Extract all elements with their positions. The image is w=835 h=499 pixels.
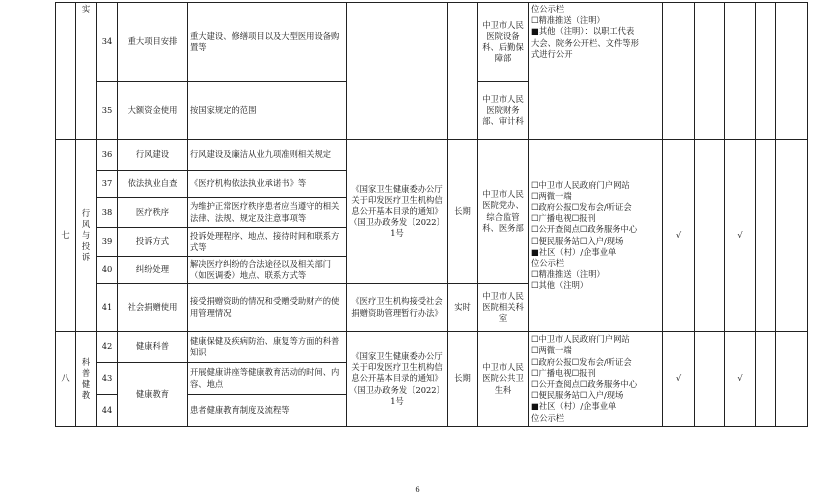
channel-item: ☐便民服务站☐入户/现场 <box>531 235 624 246</box>
check-cell <box>756 332 776 427</box>
channel-list <box>529 332 663 427</box>
check-cell <box>663 3 695 140</box>
check-mark: √ <box>725 140 756 332</box>
row-number: 42 <box>97 332 118 363</box>
row-content: 开展健康讲座等健康教育活动的时间、内容、地点 <box>188 363 347 395</box>
row-number: 44 <box>97 395 118 427</box>
row-content: 健康保健及疾病防治、康复等方面的科普知识 <box>188 332 347 363</box>
row-number: 41 <box>97 284 118 332</box>
page-number: 6 <box>415 485 420 494</box>
row-number: 37 <box>97 171 118 198</box>
row-item: 行风建设 <box>118 140 188 171</box>
check-cell <box>776 332 808 427</box>
channel-item: 位公示栏 <box>531 257 565 268</box>
check-cell <box>695 140 725 332</box>
dept-cell: 中卫市人民医院公共卫生科 <box>478 332 529 427</box>
row-item: 大额资金使用 <box>118 82 188 140</box>
row-item: 医疗秩序 <box>118 198 188 228</box>
basis-cell: 《国家卫生健康委办公厅关于印发医疗卫生机构信息公开基本目录的通知》（国卫办政务发〔2022〕1号 <box>347 332 448 427</box>
channel-item: ☐精准推送（注明） <box>531 269 605 280</box>
row-item: 社会捐赠使用 <box>118 284 188 332</box>
row-content: 为维护正常医疗秩序患者应当遵守的相关法律、法规、规定及注意事项等 <box>188 198 347 228</box>
channel-item: ☐两微一端 <box>531 345 572 356</box>
group-cell-blank <box>56 3 76 140</box>
period-cell: 长期 <box>448 140 478 284</box>
row-item: 依法执业自查 <box>118 171 188 198</box>
group-title-continued: 实 <box>76 3 97 140</box>
row-number: 43 <box>97 363 118 395</box>
row-item: 健康科普 <box>118 332 188 363</box>
row-item: 健康教育 <box>118 363 188 427</box>
row-item: 投诉方式 <box>118 228 188 257</box>
period-cell <box>448 3 478 140</box>
basis-cell <box>347 3 448 140</box>
row-content: 重大建设、修缮项目以及大型医用设备购置等 <box>188 3 347 82</box>
channel-item: ☐政府公报☐发布会/听证会 <box>531 356 632 367</box>
channel-item: ☐中卫市人民政府门户网站 <box>531 179 630 190</box>
channel-item: 大会、院务公开栏、文件等形 <box>531 37 639 48</box>
channel-item: ☐精准推送（注明） <box>531 15 605 26</box>
row-content: 接受捐赠资助的情况和受赠受助财产的使用管理情况 <box>188 284 347 332</box>
group-title: 行 风 与 投 诉 <box>76 140 97 332</box>
channel-item: ☐公开查阅点☐政务服务中心 <box>531 379 638 389</box>
check-mark: √ <box>663 140 695 332</box>
channel-item: ☐广播电视☐报刊 <box>531 367 596 378</box>
channel-item: ■社区（村）/企事业单 <box>531 246 617 257</box>
check-mark: √ <box>663 332 695 427</box>
row-item: 纠纷处理 <box>118 257 188 284</box>
row-content: 解决医疗纠纷的合法途径以及相关部门（如医调委）地点、联系方式等 <box>188 257 347 284</box>
channel-item: ☐政府公报☐发布会/听证会 <box>531 201 632 212</box>
row-content: 按国家规定的范围 <box>188 82 347 140</box>
channel-list <box>529 3 663 140</box>
channel-item: ☐公开查阅点☐政务服务中心 <box>531 224 638 235</box>
group-title: 科 普 健 教 <box>76 332 97 427</box>
channel-item: ☐两微一端 <box>531 190 572 201</box>
row-number: 36 <box>97 140 118 171</box>
row-number: 35 <box>97 82 118 140</box>
check-cell <box>756 3 776 140</box>
dept-cell: 中卫市人民医院党办、综合监管科、医务部 <box>478 140 529 284</box>
row-content: 患者健康教育制度及流程等 <box>188 395 347 427</box>
row-content: 《医疗机构依法执业承诺书》等 <box>188 171 347 198</box>
check-cell <box>756 140 776 332</box>
dept-cell: 中卫市人民医院财务部、审计科 <box>478 82 529 140</box>
channel-item: ☐广播电视☐报刊 <box>531 213 596 224</box>
channel-item: ☐中卫市人民政府门户网站 <box>531 334 630 345</box>
disclosure-table <box>55 2 808 427</box>
period-cell: 实时 <box>448 284 478 332</box>
check-cell <box>695 332 725 427</box>
channel-item: 位公示栏 <box>531 412 565 423</box>
row-item: 重大项目安排 <box>118 3 188 82</box>
period-cell: 长期 <box>448 332 478 427</box>
channel-item: ☐便民服务站☐入户/现场 <box>531 390 624 401</box>
check-cell <box>776 140 808 332</box>
channel-item: ■社区（村）/企事业单 <box>531 401 617 412</box>
row-content: 投诉处理程序、地点、接待时间和联系方式等 <box>188 228 347 257</box>
dept-cell: 中卫市人民医院相关科室 <box>478 284 529 332</box>
channel-item: 位公示栏 <box>531 4 565 14</box>
row-content: 行风建设及廉洁从业九项准则相关规定 <box>188 140 347 171</box>
table-row <box>56 332 808 363</box>
check-cell <box>695 3 725 140</box>
row-number: 39 <box>97 228 118 257</box>
row-number: 34 <box>97 3 118 82</box>
check-cell <box>776 3 808 140</box>
channel-list <box>529 140 663 332</box>
row-number: 38 <box>97 198 118 228</box>
basis-cell: 《国家卫生健康委办公厅关于印发医疗卫生机构信息公开基本目录的通知》（国卫办政务发〔2022〕1号 <box>347 140 448 284</box>
table-row <box>56 3 808 82</box>
channel-item: ■其他（注明）：以职工代表 <box>531 26 635 37</box>
group-index: 八 <box>56 332 76 427</box>
row-number: 40 <box>97 257 118 284</box>
channel-item: 式进行公开 <box>531 48 573 59</box>
basis-cell: 《医疗卫生机构接受社会捐赠资助管理暂行办法》 <box>347 284 448 332</box>
group-index: 七 <box>56 140 76 332</box>
check-cell <box>725 3 756 140</box>
check-mark: √ <box>725 332 756 427</box>
channel-item: ☐其他（注明） <box>531 280 589 291</box>
table-row <box>56 140 808 171</box>
dept-cell: 中卫市人民医院设备科、后勤保障部 <box>478 3 529 82</box>
